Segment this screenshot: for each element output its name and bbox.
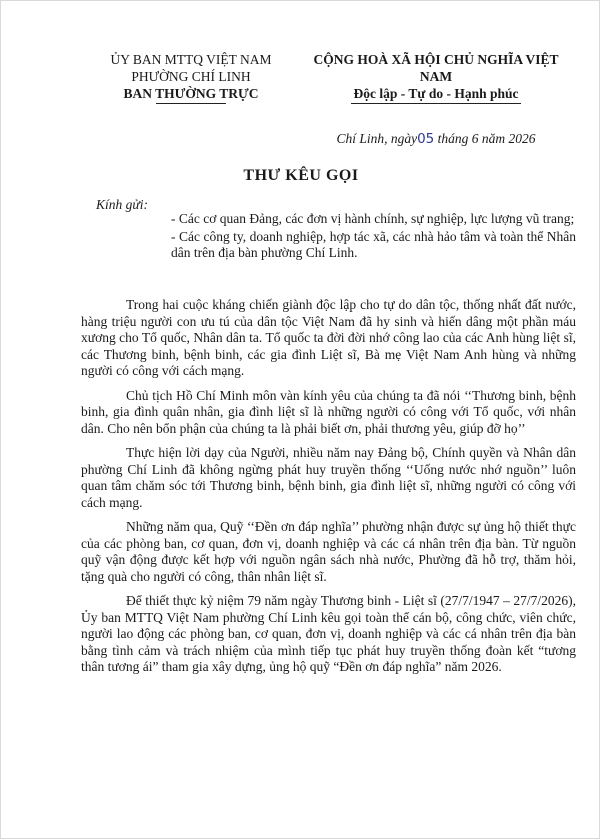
national-heading [301,51,571,104]
national-motto: Độc lập - Tự do - Hạnh phúc [353,86,519,101]
issuer-line-3: BAN THƯỜNG TRỰC [123,86,259,101]
issuer-line-1: ỦY BAN MTTQ VIỆT NAM [110,52,272,67]
letter-body [81,297,576,684]
body-paragraph: Thực hiện lời dạy của Người, nhiều năm nay Đảng bộ, Chính quyền và Nhân dân phường Chí Linh đã không ngừng phát huy truyền thống ‘‘Uống nước nhớ nguồn’’ luôn quan tâm chăm sóc tới Thương binh, bệnh binh, gia đình liệt sĩ, những người có công với cách mạng. [81,445,576,510]
recipient-list [171,211,576,263]
place-date [301,131,571,147]
greeting: Kính gửi: [96,197,148,212]
issuer-underline [156,103,226,104]
recipient-item: - Các công ty, doanh nghiệp, hợp tác xã, các nhà hảo tâm và toàn thể Nhân dân trên địa bàn phường Chí Linh. [171,229,576,260]
issuer-line-2: PHƯỜNG CHÍ LINH [131,69,251,84]
place-date-suffix: tháng 6 năm 2026 [437,131,536,146]
national-title: CỘNG HOÀ XÃ HỘI CHỦ NGHĨA VIỆT NAM [313,52,559,84]
body-paragraph: Trong hai cuộc kháng chiến giành độc lập cho tự do dân tộc, thống nhất đất nước, hàng triệu người con ưu tú của dân tộc Việt Nam đã hy sinh và hiến dâng một phần máu xương cho Tổ quốc, Nhân dân ta. Tổ quốc ta đời đời nhớ công lao của các Anh hùng liệt sĩ, các Thương binh, bệnh binh, các gia đình Liệt sĩ, Bà mẹ Việt Nam Anh hùng và những người có công với cách mạng. [81,297,576,378]
issuer-block [91,51,291,104]
document-title: THƯ KÊU GỌI [243,167,359,184]
recipient-item: - Các cơ quan Đảng, các đơn vị hành chính, sự nghiệp, lực lượng vũ trang; [171,211,575,226]
place-date-day: 05 [417,131,435,147]
body-paragraph: Chủ tịch Hồ Chí Minh môn vàn kính yêu của chúng ta đã nói ‘‘Thương binh, bệnh binh, gia đình quân nhân, gia đình liệt sĩ là những người có công với Tổ quốc, với nhân dân. Cho nên bổn phận của chúng ta là phải biết ơn, phải thương yêu, giúp đỡ họ’’ [81,387,576,436]
place-date-prefix: Chí Linh, ngày [336,131,418,146]
body-paragraph: Để thiết thực kỷ niệm 79 năm ngày Thương binh - Liệt sĩ (27/7/1947 – 27/7/2026), Ủy ban MTTQ Việt Nam phường Chí Linh kêu gọi toàn thể cán bộ, công chức, viên chức, người lao động các phòng ban, cơ quan, đơn vị, doanh nghiệp và các cá nhân trên địa bàn bằng tình cảm và trách nhiệm của mình tiếp tục phát huy truyền thống đoàn kết “tương thân tương ái” tham gia xây dựng, ủng hộ quỹ “Đền ơn đáp nghĩa” năm 2026. [81,593,576,674]
body-paragraph: Những năm qua, Quỹ ‘‘Đền ơn đáp nghĩa’’ phường nhận được sự ủng hộ thiết thực của các phòng ban, cơ quan, đơn vị, doanh nghiệp và các cá nhân trên địa bàn. Từ nguồn quỹ vận động được kết hợp với nguồn ngân sách nhà nước, Phường đã hỗ trợ, thăm hỏi, tặng quà cho người có công, thân nhân liệt sĩ. [81,519,576,584]
motto-underline [351,103,521,104]
